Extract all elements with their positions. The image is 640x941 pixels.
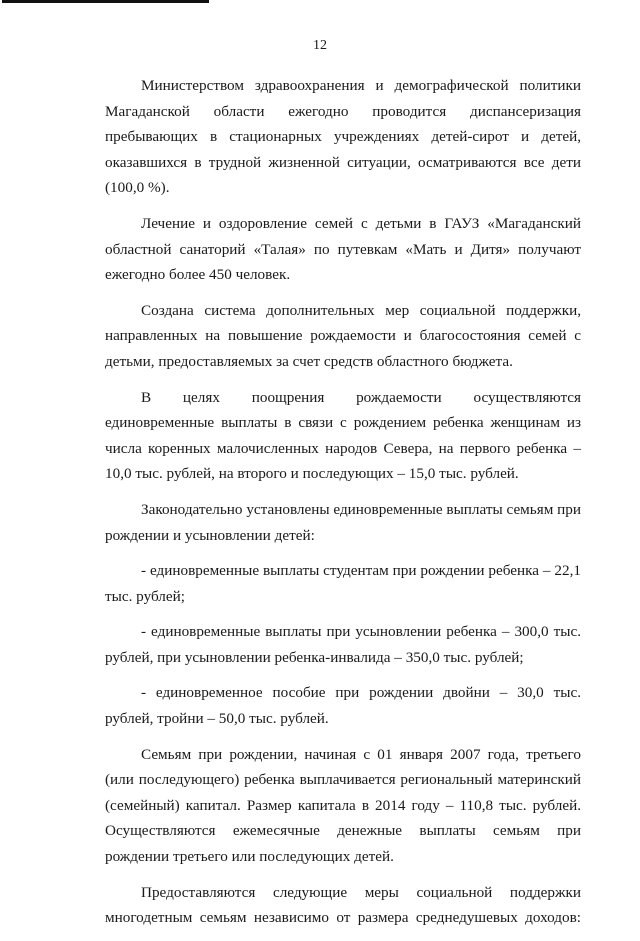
paragraph-maternity-capital: Семьям при рождении, начиная с 01 января 2007 года, третьего (или последующего) ребенка выплачивается региональный материнский (семейный) капитал. Размер капитала в 2014 году – 110,8 тыс. рублей. Осуществляются ежемесячные денежные выплаты семьям при рождении третьего или последующих детей. (105, 745, 581, 866)
paragraph-birth-payments: В целях поощрения рождаемости осуществляются единовременные выплаты в связи с рождением ребенка женщинам из числа коренных малочисленных народов Севера, на первого ребенка – 10,0 тыс. рублей, на второго и последующих – 15,0 тыс. рублей. (105, 388, 581, 483)
list-item-adoption: - единовременные выплаты при усыновлении ребенка – 300,0 тыс. рублей, при усыновлении ребенка-инвалида – 350,0 тыс. рублей; (105, 623, 581, 666)
paragraph-sanatorium: Лечение и оздоровление семей с детьми в ГАУЗ «Магаданский областной санаторий «Талая» по путевкам «Мать и Дитя» получают ежегодно более 450 человек. (105, 214, 581, 284)
paragraph-medical-examination: Министерством здравоохранения и демографической политики Магаданской области ежегодно проводится диспансеризация пребывающих в стационарных учреждениях детей-сирот и детей, оказавшихся в трудной жизненной ситуации, осматриваются все дети (100,0 %). (105, 77, 581, 197)
page-number: 12 (313, 38, 327, 53)
top-rule (2, 0, 209, 3)
paragraph-large-families: Предоставляются следующие меры социальной поддержки многодетным семьям независимо от размера среднедушевых доходов: (105, 883, 581, 927)
list-item-twins: - единовременное пособие при рождении двойни – 30,0 тыс. рублей, тройни – 50,0 тыс. рублей. (105, 684, 581, 728)
document-body (105, 73, 581, 941)
paragraph-legislated-payments: Законодательно установлены единовременные выплаты семьям при рождении и усыновлении детей: (105, 500, 581, 544)
paragraph-support-system: Создана система дополнительных мер социальной поддержки, направленных на повышение рождаемости и благосостояния семей с детьми, предоставляемых за счет средств областного бюджета. (105, 301, 581, 370)
list-item-students: - единовременные выплаты студентам при рождении ребенка – 22,1 тыс. рублей; (105, 562, 581, 605)
